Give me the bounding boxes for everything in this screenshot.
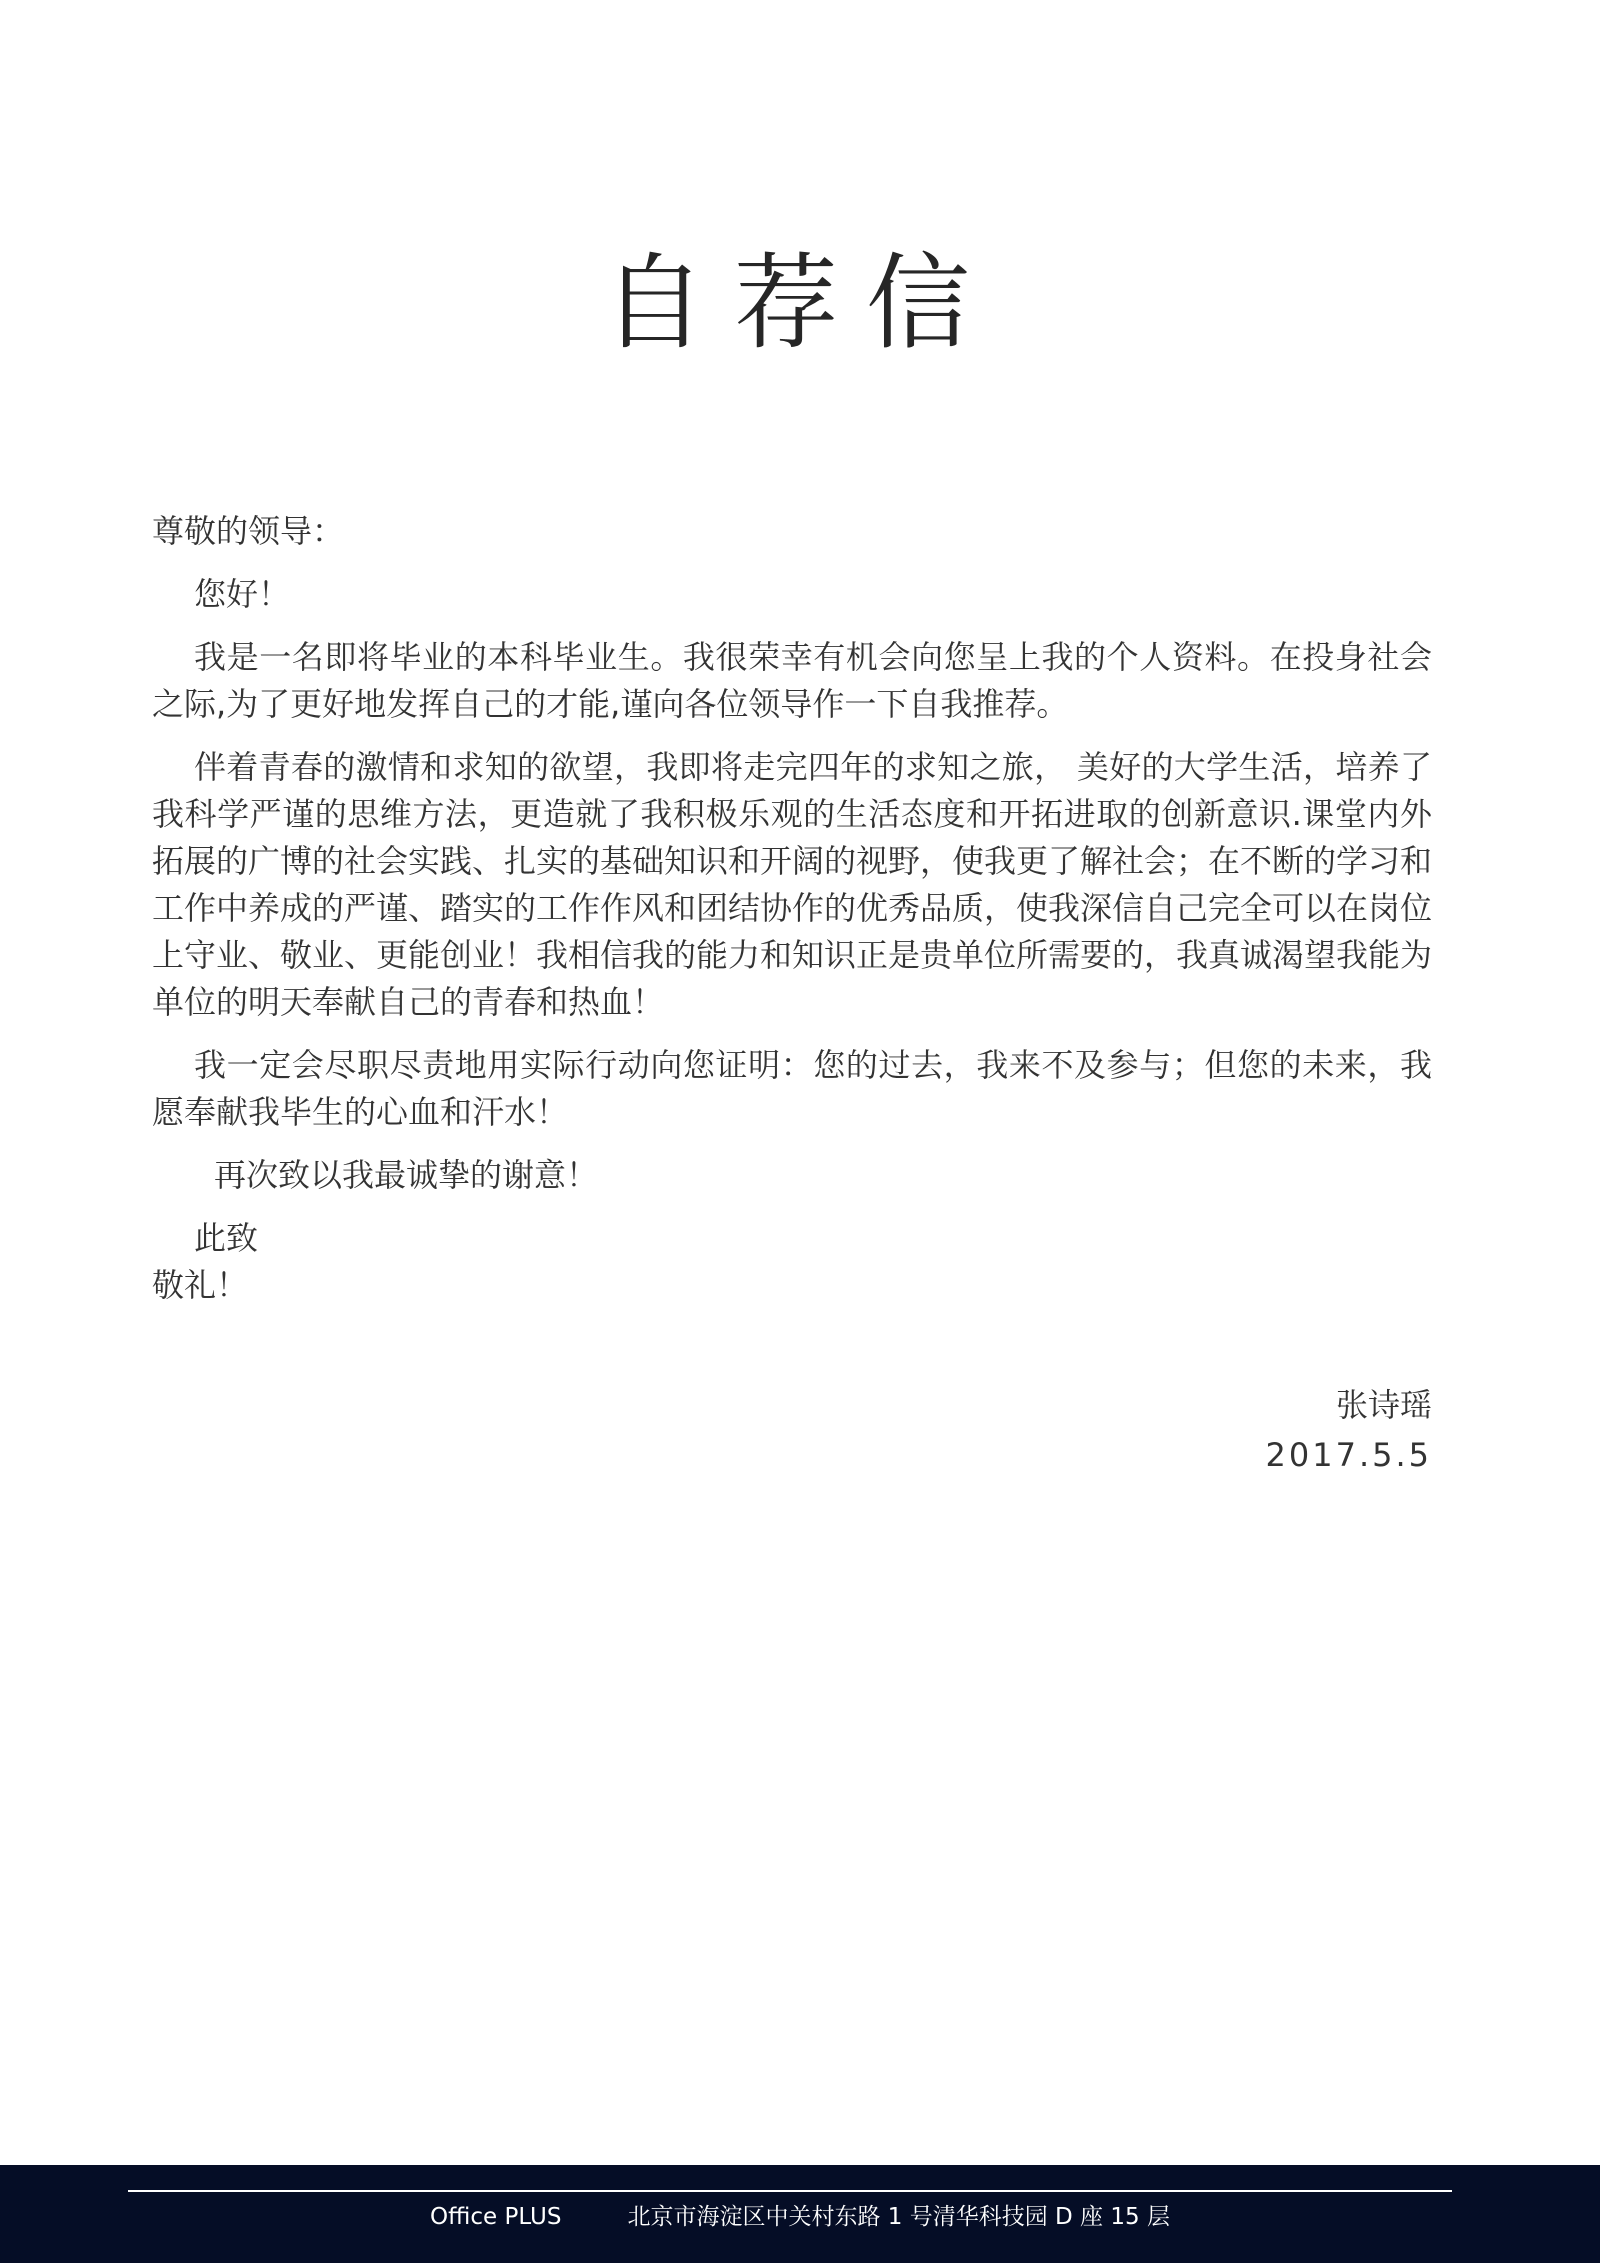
page-title: 自荐信 — [601, 242, 998, 364]
hello-line: 您好！ — [194, 575, 291, 613]
footer-address: 北京市海淀区中关村东路 1 号清华科技园 D 座 15 层 — [627, 2204, 1170, 2230]
paragraph-1: 我是一名即将毕业的本科毕业生。我很荣幸有机会向您呈上我的个人资料。在投身社会之际,为了更好地发挥自己的才能,谨向各位领导作一下自我推荐。 — [152, 638, 1432, 723]
footer-divider — [128, 2190, 1452, 2192]
letter-body — [152, 508, 1432, 1325]
paragraph-2: 伴着青春的激情和求知的欲望，我即将走完四年的求知之旅， 美好的大学生活，培养了我科学严谨的思维方法，更造就了我积极乐观的生活态度和开拓进取的创新意识.课堂内外拓展的广博的社会实践、扎实的基础知识和开阔的视野，使我更了解社会；在不断的学习和工作中养成的严谨、踏实的工作作风和团结协作的优秀品质，使我深信自己完全可以在岗位上守业、敬业、更能创业！我相信我的能力和知识正是贵单位所需要的，我真诚渴望我能为单位的明天奉献自己的青春和热血！ — [152, 748, 1433, 1021]
signature-date: 2017.5.5 — [1265, 1436, 1432, 1474]
signature-name: 张诗瑶 — [1335, 1386, 1432, 1424]
greeting: 尊敬的领导： — [152, 512, 345, 550]
footer-bar — [0, 2165, 1600, 2263]
footer-text — [0, 2201, 1600, 2233]
closing-line-2: 敬礼！ — [152, 1266, 249, 1304]
paragraph-3: 我一定会尽职尽责地用实际行动向您证明：您的过去，我来不及参与；但您的未来，我愿奉献我毕生的心血和汗水！ — [152, 1046, 1432, 1131]
closing-line-1: 此致 — [194, 1219, 259, 1257]
thanks-line: 再次致以我最诚挚的谢意！ — [214, 1156, 599, 1194]
footer-brand: Office PLUS — [430, 2204, 562, 2230]
